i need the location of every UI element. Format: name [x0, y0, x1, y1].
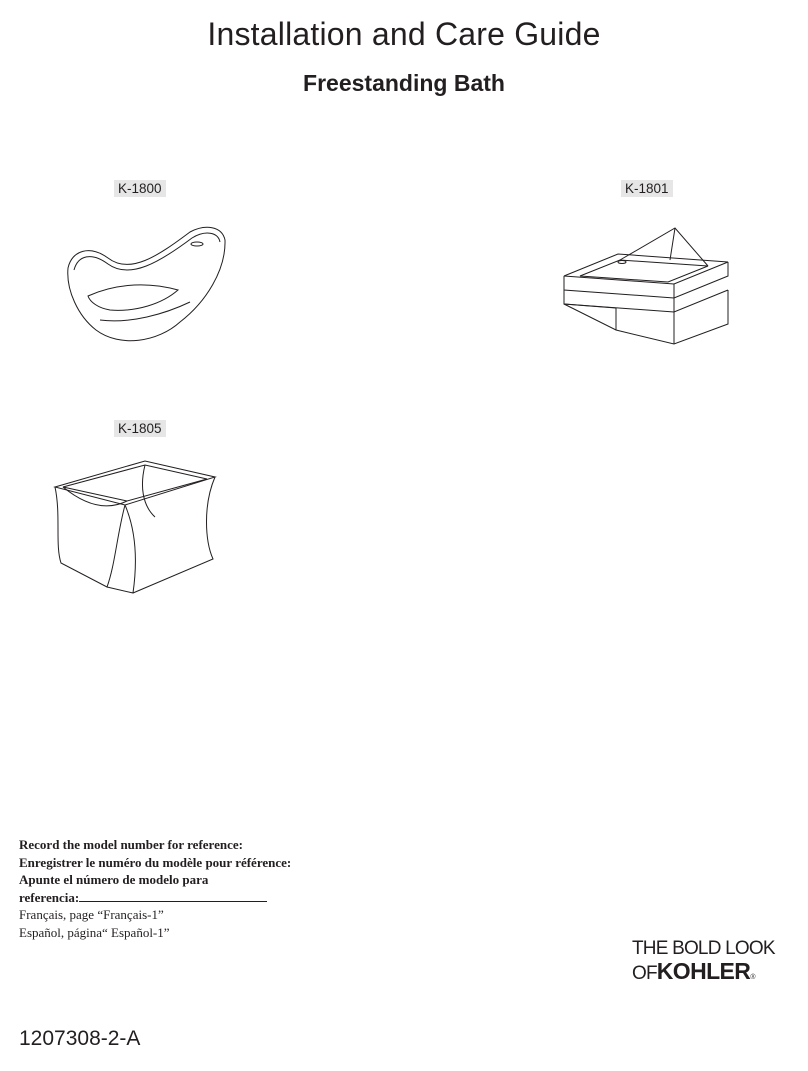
spanish-page-reference: Español, página“ Español-1”: [19, 924, 170, 940]
model-label-k1801: K-1801: [621, 180, 673, 197]
registered-mark: ®: [750, 974, 755, 981]
record-french: Enregistrer le numéro du modèle pour référence:: [19, 854, 292, 870]
logo-brand-name: KOHLER: [656, 958, 751, 984]
record-model-section: [19, 836, 379, 941]
logo-tagline: THE BOLD LOOK: [632, 938, 775, 959]
page-subtitle: Freestanding Bath: [303, 70, 505, 96]
logo-of: OF: [632, 963, 657, 984]
kohler-logo: [632, 939, 792, 990]
model-label-k1805: K-1805: [114, 420, 166, 437]
record-spanish-cont: referencia:: [19, 889, 80, 905]
rectangular-flared-bath-illustration: [45, 455, 225, 605]
rectangular-stacked-bath-illustration: [560, 220, 740, 355]
record-english: Record the model number for reference:: [19, 837, 243, 852]
model-number-write-line: [79, 889, 267, 902]
record-spanish: Apunte el número de modelo para: [19, 872, 209, 887]
document-number: 1207308-2-A: [19, 1027, 141, 1050]
oval-freestanding-bath-illustration: [60, 220, 230, 355]
french-page-reference: Français, page “Français-1”: [19, 907, 164, 922]
page-title: Installation and Care Guide: [207, 16, 601, 52]
model-label-k1800: K-1800: [114, 180, 166, 197]
